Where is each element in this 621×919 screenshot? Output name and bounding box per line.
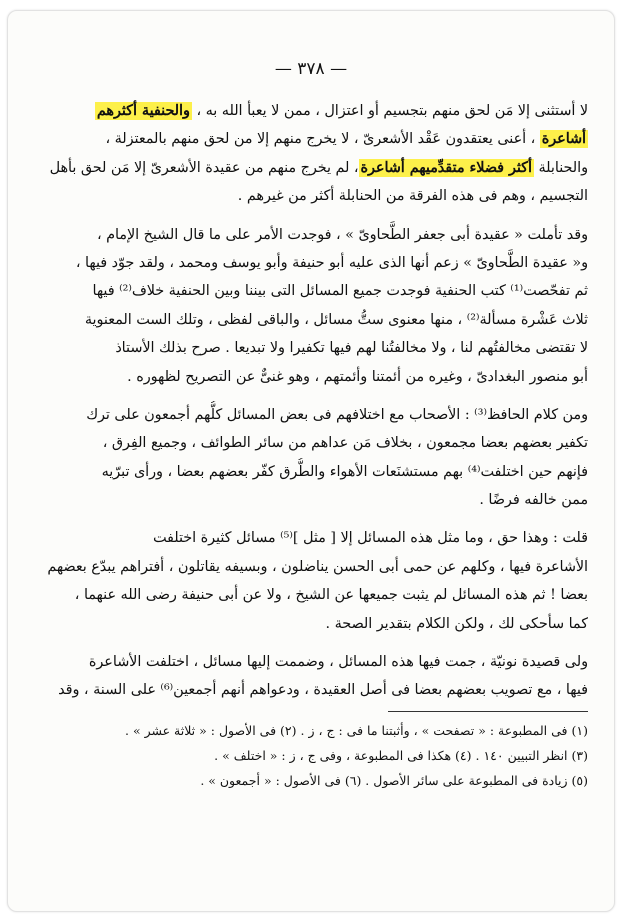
paragraph-1-line-1 (36, 97, 588, 125)
book-page (7, 10, 615, 912)
paragraph-1-line-3 (36, 154, 588, 182)
text-span: والحنابلة (533, 159, 588, 176)
text-span: ، أعنى يعتقدون عَقْد الأشعرىّ ، لا يخرج منهم إلا من لحق منهم بالمعتزلة ، (105, 131, 540, 148)
footnote-line-3: (٥) زيادة فى المطبوعة على سائر الأصول . (٦) فى الأصول : « أجمعون » . (200, 772, 588, 788)
paragraph-4-line-1: قلت : وهذا حق ، وما مثل هذه المسائل إلا [ مثل ]⁽⁵⁾ مسائل كثيرة اختلفت (152, 530, 588, 547)
paragraph-2-line-6: أبو منصور البغدادىّ ، وغيره من أئمتنا وأئمتهم ، وهو غنىٌّ عن التصريح لظهوره . (127, 368, 588, 385)
paragraph-2-line-3: ثم تفحّصت⁽¹⁾ كتب الحنفية فوجدت جميع المسائل التى بيننا وبين الحنفية خلاف⁽²⁾ فيها (92, 283, 588, 300)
highlighted-text: والحنفية أكثرهم (96, 103, 190, 119)
paragraph-4-line-2: الأشاعرة فيها ، وكلهم عن حمى أبى الحسن يناضلون ، وبسيفه يقاتلون ، أفتراهم يبدّع بعضهم (47, 558, 588, 575)
paragraph-1-line-2 (36, 125, 588, 153)
text-span: التجسيم ، وهم فى هذه الفرقة من الحنابلة أكثر من غيرهم . (237, 188, 588, 205)
paragraph-4-line-4: كما سأحكى لك ، ولكن الكلام بتقدير الصحة . (325, 615, 588, 632)
paragraph-5-line-2: فيها ، مع تصويب بعضهم بعضا فى أصل العقيدة ، ودعواهم أنهم أجمعين⁽⁶⁾ على السنة ، وقد (58, 682, 588, 699)
paragraph-3-line-1: ومن كلام الحافظ⁽³⁾ : الأصحاب مع اختلافهم فى بعض المسائل كلُّهم أجمعون على ترك (86, 406, 588, 423)
highlighted-text: أشاعرة (541, 131, 586, 148)
paragraph-5-line-1: ولى قصيدة نونيّة ، جمت فيها هذه المسائل ، وضممت إليها مسائل ، اختلفت الأشاعرة (88, 654, 588, 671)
paragraph-2-line-5: لا تقتضى مخالفتُهم لنا ، ولا مخالفتُنا لهم فيها تكفيرا ولا تبديعا . صرح بذلك الأستاذ (115, 340, 588, 357)
paragraph-2-line-4: ثلاث عَشْرة مسألة⁽²⁾ ، منها معنوى ستُّ مسائل ، والباقى لفظى ، وتلك الست المعنوية (84, 311, 588, 328)
text-span: ، لم يخرج منهم من عقيدة الأشعرىّ إلا مَن لحق بأهل (49, 159, 359, 176)
paragraph-4-line-3: بعضا ! ثم هذه المسائل لم يثبت جميعها عن الشيخ ، ولا عن أبى حنيفة رضى الله عنهما ، (74, 587, 588, 604)
footnote-divider (388, 711, 588, 712)
page-number: — ٣٧٨ — (274, 59, 348, 79)
paragraph-1-line-4 (36, 182, 588, 210)
paragraph-3-line-3: فإنهم حين اختلفت⁽⁴⁾ بهم مستشنَعات الأهواء والطُّرق كفّر بعضهم بعضا ، ورأى تبرّيه (101, 463, 588, 480)
text-span: لا أستثنى إلا مَن لحق منهم بتجسيم أو اعتزال ، ممن لا يعبأ الله به ، (191, 103, 588, 119)
footnote-line-2: (٣) انظر التبيين ١٤٠ . (٤) هكذا فى المطبوعة ، وفى ج ، ز : « اختلف » . (214, 747, 588, 763)
footnote-line-1: (١) فى المطبوعة : « تصفحت » ، وأثبتنا ما فى : ج ، ز . (٢) فى الأصول : « ثلاثة عشر » . (125, 722, 588, 738)
page-body (36, 97, 588, 793)
paragraph-3-line-4: ممن خالفه فرضًا . (479, 492, 588, 509)
highlighted-text: أكثر فضلاء متقدِّميهم أشاعرة (360, 159, 532, 176)
paragraph-2-line-2: و« عقيدة الطَّحاوىّ » زعم أنها الذى عليه أبو حنيفة وأبو يوسف ومحمد ، ولقد جوّد فيها ، (75, 254, 588, 271)
paragraph-2-line-1: وقد تأملت « عقيدة أبى جعفر الطَّحاوىّ » ، فوجدت الأمر على ما قال الشيخ الإمام ، (96, 226, 588, 243)
paragraph-3-line-2: تكفير بعضهم بعضا مجمعون ، بخلاف مَن عداهم من سائر الطوائف ، وجميع الفِرق ، (102, 435, 588, 452)
